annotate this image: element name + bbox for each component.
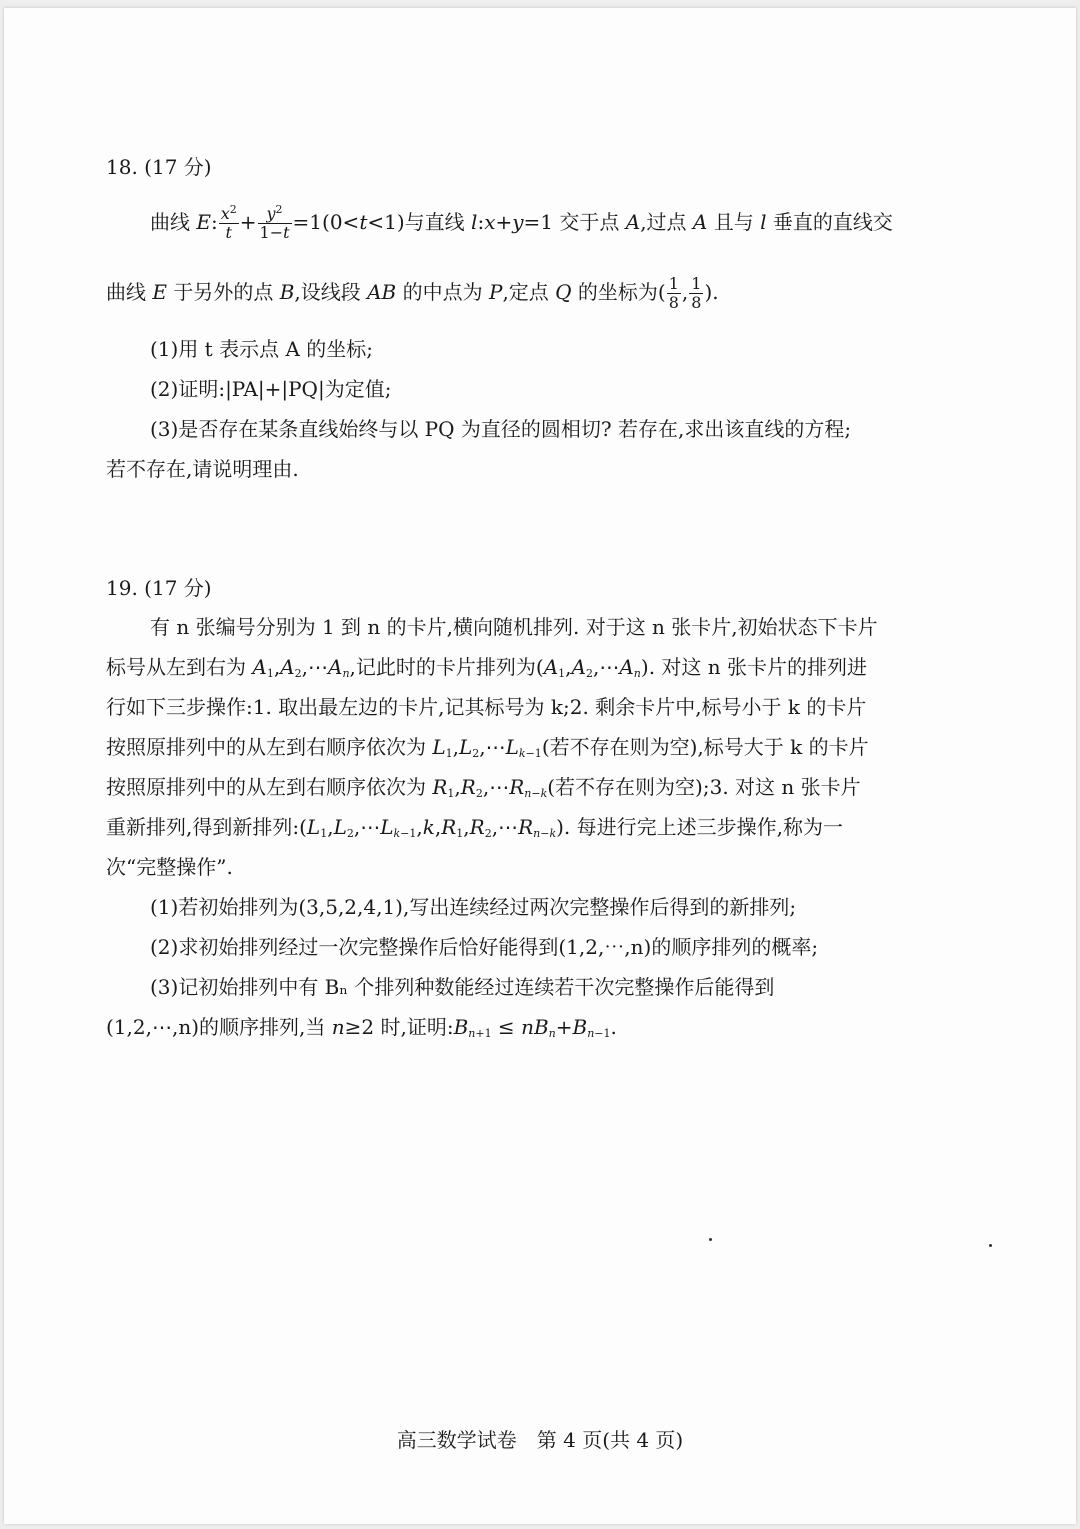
q19-p1: 有 n 张编号分别为 1 到 n 的卡片,横向随机排列. 对于这 n 张卡片,初始状态下卡片 — [150, 615, 878, 639]
fraction: $\frac{x^2}{t}$ — [220, 203, 237, 242]
page-footer: 高三数学试卷 第 4 页(共 4 页) — [396, 1428, 684, 1452]
q19-sub1: (1)若初始排列为(3,5,2,4,1),写出连续经过两次完整操作后得到的新排列; — [150, 895, 797, 919]
q18-sub2: (2)证明:|PA|+|PQ|为定值; — [150, 377, 392, 401]
q19-sub3b: (1,2,⋯,n)的顺序排列,当 n≥2 时,证明$:B_{n+1} \le nB_n+B_{n-1}$. — [106, 1015, 617, 1040]
q19-p5: 按照原排列中的从左到右顺序依次为 $R_1,R_2,\cdots R_{n-k}$(若不存在则为空);3. 对这 n 张卡片 — [106, 775, 861, 800]
q19-p6: 重新排列,得到新排列$:(L_1,L_2,\cdots L_{k-1},k,R_1,R_2,\cdots R_{n-k})$. 每进行完上述三步操作,称为一 — [106, 815, 843, 840]
fraction: $\frac{1}{8}$ — [691, 274, 702, 312]
q18-line2: 曲线 E 于另外的点 B,设线段 AB 的中点为 P,定点 Q 的坐标为( $\frac{1}{8}$ , $\frac{1}{8}$ ). — [106, 274, 719, 312]
q18-title: 18. (17 分) — [106, 155, 212, 179]
q19-sub2: (2)求初始排列经过一次完整操作后恰好能得到(1,2,⋯,n)的顺序排列的概率; — [150, 935, 819, 959]
q19-p3: 行如下三步操作:1. 取出最左边的卡片,记其标号为 k;2. 剩余卡片中,标号小于 k 的卡片 — [106, 695, 867, 719]
scan-speck — [709, 1238, 712, 1241]
q19-p4: 按照原排列中的从左到右顺序依次为 $L_1,L_2,\cdots L_{k-1}$(若不存在则为空),标号大于 k 的卡片 — [106, 735, 869, 760]
q18-sub1: (1)用 t 表示点 A 的坐标; — [150, 337, 373, 361]
q18-sub3a: (3)是否存在某条直线始终与以 PQ 为直径的圆相切? 若存在,求出该直线的方程; — [150, 417, 852, 441]
fraction: $\frac{y^2}{1-t}$ — [259, 203, 290, 242]
q19-p7: 次“完整操作”. — [106, 855, 233, 879]
q19-sub3a: (3)记初始排列中有 Bₙ 个排列种数能经过连续若干次完整操作后能得到 — [150, 975, 775, 999]
q18-sub3b: 若不存在,请说明理由. — [106, 457, 299, 481]
fraction: $\frac{1}{8}$ — [668, 274, 679, 312]
q19-p2: 标号从左到右为 $A_1,A_2,\cdots A_n$,记此时的卡片排列为$(A_1,A_2,\cdots A_n)$. 对这 n 张卡片的排列进 — [106, 655, 867, 680]
q18-intro-line: 曲线 E: $\frac{x^2}{t}$ + $\frac{y^2}{1-t}$ =1(0<t<1)与直线 l:x+y=1 交于点 A,过点 A 且与 l 垂直的直线交 — [150, 203, 893, 242]
scan-speck — [989, 1244, 992, 1247]
q19-title: 19. (17 分) — [106, 576, 212, 600]
exam-page — [4, 8, 1076, 1524]
